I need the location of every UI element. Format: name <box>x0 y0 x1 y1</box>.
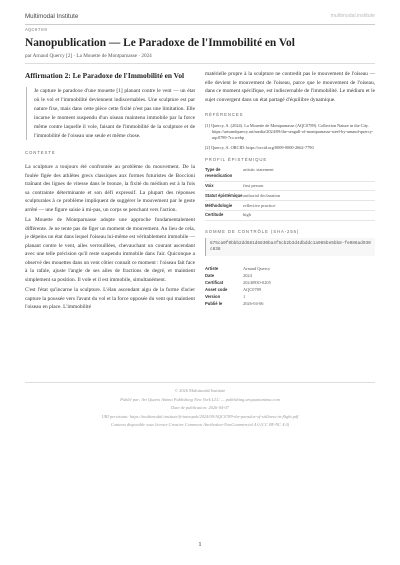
site-name[interactable]: Multimodal Institute <box>25 13 79 20</box>
page-title: Nanopublication — Le Paradoxe de l'Immobilité en Vol <box>25 37 295 49</box>
context-paragraph-3-continued: matérielle propre à la sculpture ne contredit pas le mouvement de l'oiseau — elle devient le mouvement de l'oiseau, parce que le mouvement de l'oiseau, dans ce moment spécifique, est indiscernable de l'immobilité. Le médium et le sujet convergent dans un état partagé d'équilibre dynamique. <box>205 71 375 103</box>
page-number: 1 <box>198 541 202 548</box>
row-key: Méthodologie <box>205 201 243 211</box>
footer <box>25 387 375 430</box>
abstract-text: Je capture le paradoxe d'une mouette [1] planant contre le vent — un état où le vol et l'immobilité deviennent indiscernables. Une sculpture est par nature fixe, mais dans cette pièce cette fixité n'est pas une limitation. Elle incarne le moment suspendu d'un oiseau maintenu immobile par la force même contre laquelle il vole, faisant de l'immobilité de la sculpture et de l'immobilité de l'oiseau une seule et même chose. <box>34 88 195 139</box>
left-column <box>25 70 195 314</box>
footer-license[interactable]: Contenu disponible sous licence Creative Commons Attribution-NonCommercial 4.0 (CC BY-NC 4.0) <box>110 422 290 428</box>
checksum-value[interactable]: 875ca0f0bbb2dd681d6830ba4f5cb2b3d4dbddc1a065be5bb8-fe086ad930c838 <box>205 238 375 257</box>
table-row <box>205 201 375 211</box>
references-heading: RÉFÉRENCES <box>205 112 244 117</box>
header-divider <box>25 24 375 25</box>
row-key: Date <box>205 272 215 278</box>
table-row <box>205 293 375 300</box>
byline: par Arnaud Quercy [2] · La Mouette de Montparnasse · 2024 <box>25 53 152 59</box>
row-key: Voix <box>205 181 243 191</box>
row-key: Asset code <box>205 286 228 292</box>
row-key: Certificat <box>205 279 224 285</box>
title-divider <box>25 63 375 64</box>
row-value: 1 <box>243 293 246 299</box>
footer-publisher[interactable]: Publié par: Art Quarts Anima Publishing New York LLC — publishing.artquantanima.com <box>120 396 280 402</box>
context-heading: CONTEXTE <box>25 150 56 156</box>
row-value: 20240930-0205 <box>243 279 271 285</box>
top-bar <box>25 13 375 23</box>
row-value: Arnaud Quercy <box>243 265 271 271</box>
references-list <box>205 123 375 151</box>
context-paragraph-2: La Mouette de Montparnasse adopte une approche fondamentalement différente. Je ne tente pas de figer un moment de mouvement. Au lieu de cela, je dépeins un état dans lequel l'oiseau lui-même est véritablement immobile — planant contre le vent, ailes verrouillées, chevauchant un courant ascendant avec une telle précision qu'il reste suspendu immobile dans l'air. Quiconque a observé des mouettes dans un vent côtier connaît ce moment : l'oiseau fait face à la rafale, ajuste l'angle de ses ailes de fractions de degré, et maintient simplement sa position. Il vole et il est immobile, simultanément. <box>25 217 195 283</box>
table-row <box>205 191 375 201</box>
assertion-title: Affirmation 2: Le Paradoxe de l'Immobilité en Vol <box>25 71 185 80</box>
row-key: Version <box>205 293 221 299</box>
row-value: high <box>243 210 375 220</box>
epistemic-profile-heading: PROFIL ÉPISTÉMIQUE <box>205 156 268 162</box>
row-value: reflective practice <box>243 201 375 211</box>
table-row <box>205 300 375 307</box>
epistemic-profile-table <box>205 166 375 221</box>
site-domain[interactable]: multimodal.institute <box>330 13 375 19</box>
row-key: Statut épistémique <box>205 191 243 201</box>
context-paragraph-1: La sculpture a toujours été confrontée au problème du mouvement. De la foulée figée des athlètes grecs classiques aux formes futuristes de Boccioni traînant des lignes de vitesse dans le bronze, la fixité du médium est à la fois sa contrainte déterminante et son défi expressif. La plupart des réponses sculpturales à ce problème impliquent de suggérer le mouvement par le geste arrêté — une figure saisie à mi-pas, un corps se penchant vers l'action. <box>25 164 195 213</box>
context-paragraph-3: C'est l'état qu'incarne la sculpture. L'élan ascendant aigu de la forme d'acier capture la poussée vers l'avant du vol et la force opposée du vent qui maintient l'oiseau en place. L'immobilité <box>25 287 195 311</box>
row-value: authorial declaration <box>243 191 375 201</box>
row-key: Certitude <box>205 210 243 220</box>
row-key: Publié le <box>205 300 223 306</box>
document-id: AQC0789 <box>25 28 48 33</box>
table-row <box>205 286 375 293</box>
right-column <box>205 70 375 307</box>
row-key: Artiste <box>205 265 219 271</box>
footer-persistent-uri[interactable]: URI persistant: https://multimodal.institute/fr/nanopub/2024/09/AQC0789-the-paradox-of-stillness-in-flight.pdf <box>101 413 299 419</box>
row-value: AQC0789 <box>243 286 262 292</box>
metadata-table <box>205 265 375 307</box>
row-value: 2026-04-06 <box>243 300 264 306</box>
reference-item[interactable]: [1] Quercy, A. (2024). La Mouette de Montparnasse (AQC0789). Collection Nature in the City. https://artsandquercy.art/media/2024/09/the-seagull-of-montparnasse-steel-by-arnaud-quercy-aqc0789-7ro.webp <box>205 123 374 141</box>
row-value: first person <box>243 181 375 191</box>
table-row <box>205 279 375 286</box>
table-row <box>205 265 375 272</box>
reference-item[interactable]: [2] Quercy, A. ORCID: https://orcid.org/0009-0000-2662-7790 <box>205 144 314 150</box>
assertion-abstract <box>26 87 195 140</box>
row-value: artistic statement <box>243 166 375 181</box>
table-row <box>205 272 375 279</box>
footer-divider <box>25 382 375 383</box>
footer-copyright: © 2026 Multimodal Institute <box>174 388 226 393</box>
row-value: 2024 <box>243 272 252 278</box>
row-key: Type de revendication <box>205 166 243 181</box>
footer-publication-date: Date de publication: 2026-04-07 <box>171 405 229 411</box>
checksum-heading: SOMME DE CONTRÔLE (SHA-256) <box>205 228 300 234</box>
table-row <box>205 166 375 181</box>
table-row <box>205 210 375 220</box>
table-row <box>205 181 375 191</box>
